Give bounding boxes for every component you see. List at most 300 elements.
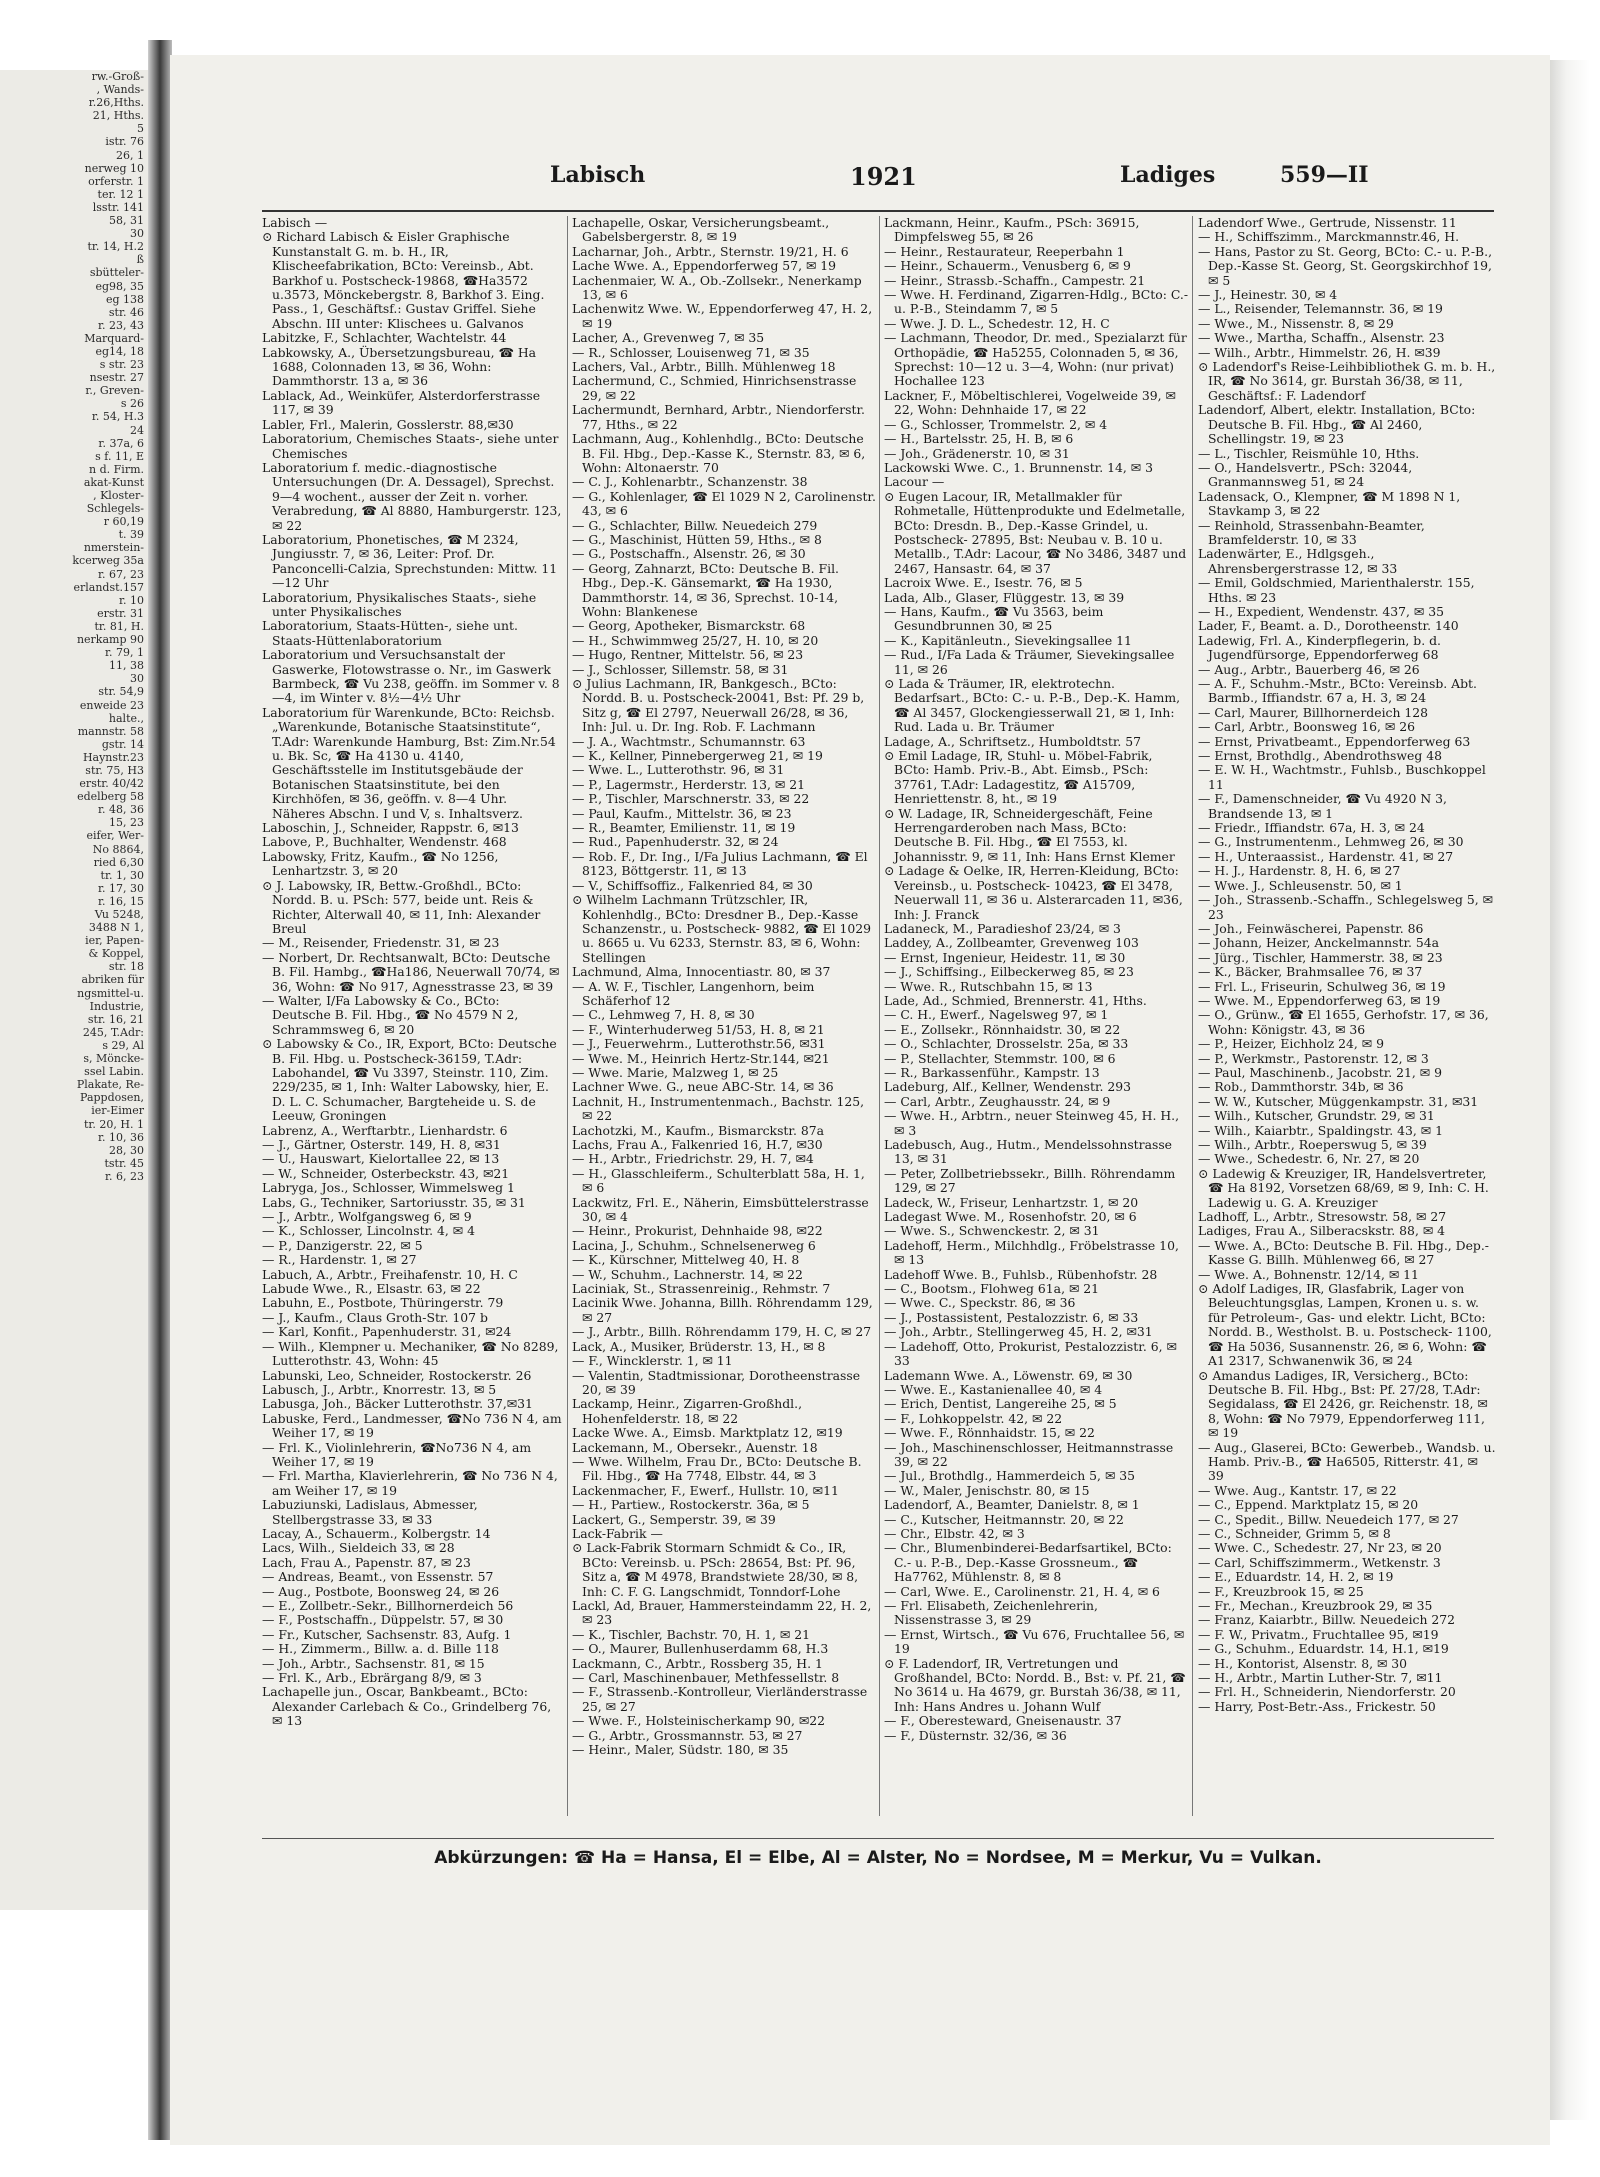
directory-entry: — C., Eppend. Marktplatz 15, ✉ 20 <box>1198 1497 1419 1513</box>
directory-entry: — Paul, Kaufm., Mittelstr. 36, ✉ 23 <box>572 805 792 821</box>
directory-entry: — Friedr., Iffiandstr. 67a, H. 3, ✉ 24 <box>1198 820 1425 836</box>
directory-entry: — J., Heinestr. 30, ✉ 4 <box>1198 287 1338 303</box>
directory-entry: — P., Danzigerstr. 22, ✉ 5 <box>262 1237 423 1253</box>
directory-entry: Lada, Alb., Glaser, Flüggestr. 13, ✉ 39 <box>884 589 1125 605</box>
directory-entry: — Wwe. J., Schleusenstr. 50, ✉ 1 <box>1198 877 1403 893</box>
directory-entry: — Rob. F., Dr. Ing., I/Fa Julius Lachmann, ☎ El 8123, Böttgerstr. 11, ✉ 13 <box>572 848 868 879</box>
directory-entry: — Wilh., Kaiarbtr., Spaldingstr. 43, ✉ 1 <box>1198 1122 1443 1138</box>
directory-entry: — H., Arbtr., Martin Luther-Str. 7, ✉11 <box>1198 1670 1443 1686</box>
directory-entry: — Georg, Zahnarzt, BCto: Deutsche B. Fil. Hbg., Dep.-K. Gänsemarkt, ☎ Ha 1930, Dammthorstr. 14, ✉ 36, Sprechst. 10-14, Wohn: Blankenese <box>572 560 839 619</box>
header-last-entry: Ladiges <box>1120 162 1216 188</box>
facing-page-line: ß <box>136 253 144 267</box>
directory-entry: — G., Schlachter, Billw. Neuedeich 279 <box>572 517 818 533</box>
directory-entry: — J., Arbtr., Billh. Röhrendamm 179, H. C, ✉ 27 <box>572 1324 872 1340</box>
facing-page-line: tr. 81, H. <box>94 619 144 633</box>
directory-entry: — G., Schlosser, Trommelstr. 2, ✉ 4 <box>884 416 1108 432</box>
directory-entry: — P., Werkmstr., Pastorenstr. 12, ✉ 3 <box>1198 1050 1429 1066</box>
directory-entry: Ladaneck, M., Paradieshof 23/24, ✉ 3 <box>884 920 1121 936</box>
column-3 <box>884 216 1188 1826</box>
facing-page-line: ssel Labin. <box>84 1065 144 1079</box>
directory-entry: — P., Tischler, Marschnerstr. 33, ✉ 22 <box>572 791 810 807</box>
directory-entry: — Heinr., Restaurateur, Reeperbahn 1 <box>884 243 1125 259</box>
facing-page-line: r 60,19 <box>103 515 144 529</box>
directory-entry: — Aug., Arbtr., Bauerberg 46, ✉ 26 <box>1198 661 1420 677</box>
directory-entry: ⊙ Ladewig & Kreuziger, IR, Handelsvertreter, ☎ Ha 8192, Vorsetzen 68/69, ✉ 9, Inh: C. H. Ladewig u. G. A. Kreuziger <box>1198 1165 1489 1210</box>
directory-entry: — Wilh., Kutscher, Grundstr. 29, ✉ 31 <box>1198 1108 1435 1124</box>
directory-entry: — Carl, Maschinenbauer, Methfessellstr. 8 <box>572 1670 840 1686</box>
directory-entry: Labkowsky, A., Übersetzungsbureau, ☎ Ha 1688, Colonnaden 13, ✉ 36, Wohn: Dammthorstr. 13 a, ✉ 36 <box>262 344 537 389</box>
directory-entry: — Jürg., Tischler, Hammerstr. 38, ✉ 23 <box>1198 949 1443 965</box>
facing-page-line: 26, 1 <box>116 148 144 162</box>
directory-entry: Lachmund, Alma, Innocentiastr. 80, ✉ 37 <box>572 964 831 980</box>
directory-entry: — Joh., Strassenb.-Schaffn., Schlegelsweg 5, ✉ 23 <box>1198 892 1494 922</box>
directory-entry: — G., Maschinist, Hütten 59, Hths., ✉ 8 <box>572 531 822 547</box>
facing-page-line: 58, 31 <box>109 214 144 228</box>
directory-entry: Laboratorium und Versuchsanstalt der Gaswerke, Flotowstrasse o. Nr., im Gaswerk Barmbeck, ☎ Vu 238, geöffn. im Sommer v. 8—4, im Winter v. 8½—4½ Uhr <box>262 647 560 706</box>
directory-entry: Lachapelle jun., Oscar, Bankbeamt., BCto: Alexander Carlebach & Co., Grindelberg 76, ✉ 13 <box>262 1684 552 1729</box>
directory-entry: — G., Instrumentenm., Lehmweg 26, ✉ 30 <box>1198 834 1464 850</box>
directory-entry: — C. J., Kohlenarbtr., Schanzenstr. 38 <box>572 474 808 490</box>
directory-entry: — Wwe. R., Rutschbahn 15, ✉ 13 <box>884 978 1093 994</box>
facing-page-line: r. 67, 23 <box>97 567 144 581</box>
facing-page-line: akat-Kunst <box>83 475 144 489</box>
facing-page-line: Vu 5248, <box>94 908 144 921</box>
directory-entry: — Norbert, Dr. Rechtsanwalt, BCto: Deutsche B. Fil. Hambg., ☎Ha186, Neuerwall 70/74, ✉ 36, Wohn: ☎ No 917, Agnesstrasse 23, ✉ 39 <box>262 949 560 994</box>
directory-entry: — C., Bootsm., Flohweg 61a, ✉ 21 <box>884 1281 1100 1297</box>
previous-page-fragment <box>0 70 148 1910</box>
directory-entry: Lacher, A., Grevenweg 7, ✉ 35 <box>572 330 765 346</box>
facing-page-line: 15, 23 <box>109 816 144 830</box>
directory-entry: Lackowski Wwe. C., 1. Brunnenstr. 14, ✉ 3 <box>884 459 1153 475</box>
directory-entry: — Aug., Glaserei, BCto: Gewerbeb., Wandsb. u. Hamb. Priv.-B., ☎ Ha6505, Ritterstr. 41, ✉ 39 <box>1198 1439 1496 1484</box>
directory-entry: — Fr., Mechan., Kreuzbrook 29, ✉ 35 <box>1198 1598 1433 1613</box>
facing-page-line: & Koppel, <box>88 947 144 961</box>
facing-page-line: r. 10 <box>118 593 144 607</box>
directory-entry: — Ernst, Brothdlg., Abendrothsweg 48 <box>1198 748 1442 764</box>
facing-page-line: erlandst.157 <box>73 580 144 594</box>
footer-rule <box>262 1838 1494 1839</box>
directory-entry: Lacina, J., Schuhm., Schnelsenerweg 6 <box>572 1237 816 1253</box>
directory-entry: — V., Schiffsoffiz., Falkenried 84, ✉ 30 <box>572 877 813 893</box>
directory-entry: — Frl. Elisabeth, Zeichenlehrerin, Nissenstrasse 3, ✉ 29 <box>884 1598 1098 1628</box>
facing-page-line: str. 54,9 <box>98 685 144 699</box>
directory-entry: — Franz, Kaiarbtr., Billw. Neuedeich 272 <box>1198 1612 1456 1628</box>
directory-entry: — G., Schuhm., Eduardstr. 14, H.1, ✉19 <box>1198 1641 1449 1657</box>
facing-page-line: rw.-Groß- <box>91 70 144 83</box>
directory-entry: — Erich, Dentist, Langereihe 25, ✉ 5 <box>884 1396 1117 1412</box>
directory-entry: — F., Wincklerstr. 1, ✉ 11 <box>572 1353 733 1369</box>
facing-page-line: r. 6, 23 <box>104 1169 144 1183</box>
facing-page-line: nerkamp 90 <box>76 633 144 647</box>
directory-entry: Labusch, J., Arbtr., Knorrestr. 13, ✉ 5 <box>262 1381 497 1397</box>
directory-entry: — K., Schlosser, Lincolnstr. 4, ✉ 4 <box>262 1223 475 1239</box>
directory-entry: Laboratorium, Phonetisches, ☎ M 2324, Jungiusstr. 7, ✉ 36, Leiter: Prof. Dr. Panconcelli-Calzia, Sprechstunden: Mittw. 11—12 Uhr <box>262 531 558 591</box>
directory-entry: — K., Kellner, Pinnebergerweg 21, ✉ 19 <box>572 748 823 764</box>
directory-entry: — G., Kohlenlager, ☎ El 1029 N 2, Carolinenstr. 43, ✉ 6 <box>572 488 876 519</box>
directory-entry: ⊙ Ladendorf's Reise-Leihbibliothek G. m. b. H., IR, ☎ No 3614, gr. Burstah 36/38, ✉ 11, Geschäftsf.: F. Ladendorf <box>1198 359 1496 403</box>
directory-entry: Lachnit, H., Instrumentenmach., Bachstr. 125, ✉ 22 <box>572 1093 865 1124</box>
directory-entry: — Wilh., Arbtr., Roeperswug 5, ✉ 39 <box>1198 1137 1427 1152</box>
directory-entry: — O., Grünw., ☎ El 1655, Gerhofstr. 17, ✉ 36, Wohn: Königstr. 43, ✉ 36 <box>1198 1007 1489 1037</box>
directory-entry: Lachermund, C., Schmied, Hinrichsenstrasse 29, ✉ 22 <box>572 373 857 403</box>
directory-entry: — K., Bäcker, Brahmsallee 76, ✉ 37 <box>1198 964 1423 980</box>
directory-entry: — Carl, Arbtr., Zeughausstr. 24, ✉ 9 <box>884 1093 1111 1109</box>
directory-entry: Lackenmacher, F., Ewerf., Hullstr. 10, ✉11 <box>572 1482 839 1498</box>
header-rule <box>262 210 1494 212</box>
directory-entry: — J., Schiffsing., Eilbeckerweg 85, ✉ 23 <box>884 964 1134 980</box>
directory-entry: Ladendorf, A., Beamter, Danielstr. 8, ✉ 1 <box>884 1497 1140 1513</box>
directory-entry: — Fr., Kutscher, Sachsenstr. 83, Aufg. 1 <box>262 1626 512 1642</box>
directory-entry: Labuhn, E., Postbote, Thüringerstr. 79 <box>262 1295 504 1311</box>
facing-page-line: edelberg 58 <box>77 790 144 804</box>
directory-entry: — R., Schlosser, Louisenweg 71, ✉ 35 <box>572 344 810 360</box>
directory-entry: ⊙ Adolf Ladiges, IR, Glasfabrik, Lager von Beleuchtungsglas, Lampen, Kronen u. s. w. für Petroleum-, Gas- und elektr. Licht, BCto: Nordd. B., Westholst. B. u. Postscheck- 1100, ☎ Ha 5036, Susannenstr. 26, ✉ 6, Wohn: ☎ A1 2317, Schwanenwik 36, ✉ 24 <box>1198 1281 1492 1369</box>
facing-page-line: ier-Eimer <box>91 1104 144 1118</box>
directory-entry: Lacharnar, Joh., Arbtr., Sternstr. 19/21, H. 6 <box>572 243 849 259</box>
directory-entry: — E. W. H., Wachtmstr., Fuhlsb., Buschkoppel 11 <box>1198 762 1486 792</box>
directory-entry: — Ernst, Wirtsch., ☎ Vu 676, Fruchtallee 56, ✉ 19 <box>884 1626 1185 1657</box>
directory-entry: — L., Reisender, Telemannstr. 36, ✉ 19 <box>1198 301 1443 317</box>
directory-entry: — K., Tischler, Bachstr. 70, H. 1, ✉ 21 <box>572 1626 811 1642</box>
facing-page-line: r.26,Hths. <box>88 96 144 110</box>
directory-entry: Ladebusch, Aug., Hutm., Mendelssohnstrasse 13, ✉ 31 <box>884 1137 1173 1167</box>
facing-page-line: ngsmittel-u. <box>77 986 144 1000</box>
column-2 <box>572 216 876 1826</box>
facing-page-line: r., Greven- <box>85 384 144 398</box>
directory-entry: Lacke Wwe. A., Eimsb. Marktplatz 12, ✉19 <box>572 1425 843 1441</box>
directory-entry: — E., Eduardstr. 14, H. 2, ✉ 19 <box>1198 1569 1394 1585</box>
directory-entry: Lackwitz, Frl. E., Näherin, Eimsbüttelerstrasse 30, ✉ 4 <box>572 1194 869 1225</box>
directory-entry: — O., Schlachter, Drosselstr. 25a, ✉ 33 <box>884 1036 1129 1052</box>
directory-entry: — Wilh., Arbtr., Himmelstr. 26, H. ✉39 <box>1198 344 1441 360</box>
directory-entry: — Peter, Zollbetriebssekr., Billh. Röhrendamm 129, ✉ 27 <box>884 1165 1176 1196</box>
directory-entry: — H., Glasschleiferm., Schulterblatt 58a, H. 1, ✉ 6 <box>572 1165 865 1196</box>
facing-page-line: nmerstein- <box>83 541 144 555</box>
facing-page-line: 245, T.Adr: <box>82 1025 144 1039</box>
directory-entry: Lablack, Ad., Weinküfer, Alsterdorferstrasse 117, ✉ 39 <box>262 387 541 418</box>
page-header <box>220 162 1520 196</box>
facing-page-line: 21, Hths. <box>92 109 144 123</box>
directory-entry: Lacinik Wwe. Johanna, Billh. Röhrendamm 129, ✉ 27 <box>572 1295 873 1325</box>
directory-entry: Lacroix Wwe. E., Isestr. 76, ✉ 5 <box>884 575 1083 591</box>
facing-page-line: , Kloster- <box>93 489 144 502</box>
directory-entry: — Joh., Arbtr., Stellingerweg 45, H. 2, ✉31 <box>884 1324 1153 1340</box>
directory-entry: — Carl, Wwe. E., Carolinenstr. 21, H. 4, ✉ 6 <box>884 1583 1160 1599</box>
directory-entry: Ladehoff Wwe. B., Fuhlsb., Rübenhofstr. 28 <box>884 1266 1158 1282</box>
directory-entry: — F., Strassenb.-Kontrolleur, Vierländerstrasse 25, ✉ 27 <box>572 1684 868 1714</box>
directory-entry: — Frl. K., Violinlehrerin, ☎No736 N 4, am Weiher 17, ✉ 19 <box>262 1439 532 1469</box>
facing-page-line: eifer, Wer- <box>86 829 144 843</box>
directory-entry: Laboratorium für Warenkunde, BCto: Reichsb. „Warenkunde, Botanische Staatsinstitute“, T.Adr: Warenkunde Hamburg, Bst: Zim.Nr.54 u. Bk. Sc, ☎ Ha 4130 u. 4140, Geschäftsstelle im Institutsgebäude der Botanischen Staatsinstitute, bei den Kirchhöfen, ✉ 36, geöffn. v. 8—4 Uhr. Näheres Abschn. I und V, s. Inhaltsverz. <box>262 704 556 821</box>
column-rule <box>1192 216 1193 1816</box>
facing-page-line: 11, 38 <box>109 659 144 673</box>
directory-entry: — Wwe., Martha, Schaffn., Alsenstr. 23 <box>1198 330 1445 346</box>
directory-entry: — Carl, Schiffszimmerm., Wetkenstr. 3 <box>1198 1554 1441 1570</box>
directory-entry: — H., Zimmerm., Billw. a. d. Bille 118 <box>262 1641 499 1657</box>
directory-entry: — Rud., Papenhuderstr. 32, ✉ 24 <box>572 834 779 850</box>
directory-entry: — Frl. L., Friseurin, Schulweg 36, ✉ 19 <box>1198 978 1446 994</box>
directory-entry: — C. H., Ewerf., Nagelsweg 97, ✉ 1 <box>884 1007 1109 1023</box>
directory-entry: — W., Schneider, Osterbeckstr. 43, ✉21 <box>262 1165 510 1181</box>
directory-entry: Lachenmaier, W. A., Ob.-Zollsekr., Nenerkamp 13, ✉ 6 <box>572 272 862 303</box>
facing-page-line: nsestr. 27 <box>89 371 144 385</box>
directory-entry: — F. W., Privatm., Fruchtallee 95, ✉19 <box>1198 1626 1439 1642</box>
directory-entry: — Andreas, Beamt., von Essenstr. 57 <box>262 1569 494 1585</box>
directory-entry: — Rob., Dammthorstr. 34b, ✉ 36 <box>1198 1079 1404 1095</box>
directory-entry: — Heinr., Maler, Südstr. 180, ✉ 35 <box>572 1742 789 1758</box>
directory-entry: — C., Kutscher, Heitmannstr. 20, ✉ 22 <box>884 1511 1124 1527</box>
directory-entry: — Wwe. J. D. L., Schedestr. 12, H. C <box>884 315 1110 331</box>
directory-entry: — P., Stellachter, Stemmstr. 100, ✉ 6 <box>884 1050 1116 1066</box>
directory-entry: Laboschin, J., Schneider, Rappstr. 6, ✉13 <box>262 820 519 836</box>
directory-entry: — F., Winterhuderweg 51/53, H. 8, ✉ 21 <box>572 1021 825 1037</box>
directory-entry: Lacs, Wilh., Sieldeich 33, ✉ 28 <box>262 1540 455 1556</box>
directory-entry: Lachenwitz Wwe. W., Eppendorferweg 47, H. 2, ✉ 19 <box>572 301 873 331</box>
directory-entry: — R., Barkassenführ., Kampstr. 13 <box>884 1064 1100 1080</box>
facing-page-line: n d. Firm. <box>89 462 144 476</box>
directory-entry: — H. J., Hardenstr. 8, H. 6, ✉ 27 <box>1198 863 1401 879</box>
directory-entry: Laboratorium, Staats-Hütten-, siehe unt. Staats-Hüttenlaboratorium <box>262 618 518 648</box>
directory-entry: ⊙ Emil Ladage, IR, Stuhl- u. Möbel-Fabrik, BCto: Hamb. Priv.-B., Abt. Eimsb., PSch: 37761, T.Adr: Ladagestitz, ☎ A15709, Henriettenstr. 8, ht., ✉ 19 <box>884 748 1153 807</box>
facing-page-line: Haynstr.23 <box>82 750 144 764</box>
directory-entry: Labuske, Ferd., Landmesser, ☎No 736 N 4, am Weiher 17, ✉ 19 <box>262 1410 562 1441</box>
directory-entry: — E., Zollbetr.-Sekr., Billhornerdeich 56 <box>262 1598 514 1613</box>
column-1 <box>262 216 562 1826</box>
directory-entry: ⊙ Wilhelm Lachmann Trützschler, IR, Kohlenhdlg., BCto: Dresdner B., Dep.-Kasse Schanzenstr., u. Postscheck- 9882, ☎ El 1029 u. 8665 u. Vu 6233, Sternstr. 83, ✉ 6, Wohn: Stellingen <box>572 892 872 965</box>
facing-page-line: r. 54, H.3 <box>91 410 144 424</box>
directory-entry: — Joh., Grädenerstr. 10, ✉ 31 <box>884 445 1070 461</box>
directory-entry: — Ernst, Privatbeamt., Eppendorferweg 63 <box>1198 733 1471 749</box>
directory-entry: — Ladehoff, Otto, Prokurist, Pestalozzistr. 6, ✉ 33 <box>884 1338 1177 1369</box>
directory-entry: — Hugo, Rentner, Mittelstr. 56, ✉ 23 <box>572 647 804 663</box>
directory-entry: — F., Damenschneider, ☎ Vu 4920 N 3, Brandsende 13, ✉ 1 <box>1198 791 1447 821</box>
directory-entry: ⊙ Labowsky & Co., IR, Export, BCto: Deutsche B. Fil. Hbg. u. Postscheck-36159, T.Adr: Labohandel, ☎ Vu 3397, Steinstr. 110, Zim. 229/235, ✉ 1, Inh: Walter Labowsky, hier, E. D. L. C. Schumacher, Bargteheide u. S. de Leeuw, Groningen <box>262 1036 557 1124</box>
directory-entry: — H., Arbtr., Friedrichstr. 29, H. 7, ✉4 <box>572 1151 814 1167</box>
directory-entry: — A. F., Schuhm.-Mstr., BCto: Vereinsb. Abt. Barmb., Iffiandstr. 67 a, H. 3, ✉ 24 <box>1198 676 1477 706</box>
directory-entry: Labuziunski, Ladislaus, Abmesser, Stellbergstrasse 33, ✉ 33 <box>262 1497 478 1527</box>
directory-entry: ⊙ Richard Labisch & Eisler Graphische Kunstanstalt G. m. b. H., IR, Klischeefabrikation, BCto: Vereinsb., Abt. Barkhof u. Postscheck-19868, ☎Ha3572 u.3573, Mönckebergstr. 8, Barkhof 3. Eing. Pass., 1, Geschäftsf.: Gustav Griffel. Siehe Abschn. III unter: Klischees u. Galvanos <box>262 229 545 331</box>
directory-entry: — E., Zollsekr., Rönnhaidstr. 30, ✉ 22 <box>884 1021 1121 1037</box>
directory-entry: — Frl. K., Arb., Ebrärgang 8/9, ✉ 3 <box>262 1670 482 1686</box>
facing-page-line: r. 48, 36 <box>97 803 144 817</box>
facing-page-line: orferstr. 1 <box>88 174 144 188</box>
directory-entry: — Carl, Maurer, Billhornerdeich 128 <box>1198 704 1429 720</box>
directory-entry: — Wwe., Schedestr. 6, Nr. 27, ✉ 20 <box>1198 1151 1420 1167</box>
directory-entry: — Frl. Martha, Klavierlehrerin, ☎ No 736 N 4, am Weiher 17, ✉ 19 <box>262 1468 558 1498</box>
facing-page-line: s, Möncke- <box>83 1052 144 1066</box>
directory-entry: — Heinr., Schauerm., Venusberg 6, ✉ 9 <box>884 258 1131 274</box>
directory-entry: ⊙ W. Ladage, IR, Schneidergeschäft, Feine Herrengarderoben nach Mass, BCto: Deutsche B. Fil. Hbg., ☎ El 7553, kl. Johannisstr. 9, ✉ 11, Inh: Hans Ernst Klemer <box>884 805 1175 864</box>
directory-entry: Labove, P., Buchhalter, Wendenstr. 468 <box>262 834 507 850</box>
facing-page-line: enweide 23 <box>79 698 144 712</box>
facing-page-line: Schlegels- <box>86 502 144 516</box>
directory-entry: — Jul., Brothdlg., Hammerdeich 5, ✉ 35 <box>884 1468 1136 1484</box>
directory-entry: Ladage, A., Schriftsetz., Humboldtstr. 57 <box>884 733 1142 749</box>
directory-entry: Labs, G., Techniker, Sartoriusstr. 35, ✉ 31 <box>262 1194 526 1210</box>
header-page-number: 559—II <box>1280 162 1369 188</box>
column-4 <box>1198 216 1496 1826</box>
directory-entry: Ladegast Wwe. M., Rosenhofstr. 20, ✉ 6 <box>884 1209 1137 1225</box>
directory-entry: ⊙ Lada & Träumer, IR, elektrotechn. Bedarfsart., BCto: C.- u. P.-B., Dep.-K. Hamm, ☎ Al 3457, Glockengiesserwall 21, ✉ 1, Inh: Rud. Lada u. Br. Träumer <box>884 676 1181 735</box>
facing-page-line: tstr. 45 <box>104 1156 144 1170</box>
directory-entry: Ladendorf Wwe., Gertrude, Nissenstr. 11 <box>1198 216 1457 230</box>
directory-entry: — G., Postschaffn., Alsenstr. 26, ✉ 30 <box>572 546 806 562</box>
facing-page-line: r. 10, 36 <box>97 1130 144 1144</box>
directory-entry: — H., Partiew., Rostockerstr. 36a, ✉ 5 <box>572 1497 810 1513</box>
facing-page-line: tr. 1, 30 <box>100 868 144 882</box>
directory-entry: Labisch — <box>262 216 328 230</box>
facing-page-line: t. 39 <box>118 528 144 542</box>
directory-entry: Lachapelle, Oskar, Versicherungsbeamt., Gabelsbergerstr. 8, ✉ 19 <box>572 216 830 245</box>
directory-entry: — K., Kapitänleutn., Sievekingsallee 11 <box>884 632 1132 648</box>
facing-page-line: str. 75, H3 <box>85 763 144 777</box>
directory-entry: — Chr., Blumenbinderei-Bedarfsartikel, BCto: C.- u. P.-B., Dep.-Kasse Grossneum., ☎ Ha7762, Mühlenstr. 8, ✉ 8 <box>884 1540 1172 1585</box>
facing-page-line: mannstr. 58 <box>77 724 144 738</box>
directory-entry: — H., Bartelsstr. 25, H. B, ✉ 6 <box>884 431 1074 447</box>
directory-entry: — J., Schlosser, Sillemstr. 58, ✉ 31 <box>572 661 789 677</box>
facing-page-line: gstr. 14 <box>101 737 144 751</box>
directory-entry: — J., Postassistent, Pestalozzistr. 6, ✉ 33 <box>884 1309 1139 1325</box>
directory-entry: — Joh., Arbtr., Sachsenstr. 81, ✉ 15 <box>262 1655 485 1671</box>
directory-entry: Laboratorium, Physikalisches Staats-, siehe unter Physikalisches <box>262 589 537 619</box>
facing-page-line: sbütteler- <box>89 266 144 280</box>
directory-entry: Labitzke, F., Schlachter, Wachtelstr. 44 <box>262 330 507 346</box>
facing-page-line: abriken für <box>81 973 144 987</box>
directory-entry: — U., Hauswart, Kielortallee 22, ✉ 13 <box>262 1151 500 1167</box>
directory-entry: Laboratorium, Chemisches Staats-, siehe unter Chemisches <box>262 431 559 461</box>
facing-page-line: 30 <box>130 227 144 241</box>
directory-entry: — H., Schwimmweg 25/27, H. 10, ✉ 20 <box>572 632 819 648</box>
facing-page-line: 28, 30 <box>109 1143 144 1157</box>
directory-entry: — A. W. F., Tischler, Langenhorn, beim Schäferhof 12 <box>572 978 815 1008</box>
directory-entry: — J., Kaufm., Claus Groth-Str. 107 b <box>262 1309 488 1325</box>
directory-entry: — Hans, Pastor zu St. Georg, BCto: C.- u. P.-B., Dep.-Kasse St. Georg, St. Georgskirchhof 19, ✉ 5 <box>1198 243 1493 288</box>
directory-entry: Ladiges, Frau A., Silberacskstr. 88, ✉ 4 <box>1198 1223 1446 1239</box>
directory-entry: — H., Unteraassist., Hardenstr. 41, ✉ 27 <box>1198 848 1454 864</box>
facing-page-line: ried 6,30 <box>93 855 144 869</box>
directory-entry: — Wwe. F., Holsteinischerkamp 90, ✉22 <box>572 1713 826 1729</box>
directory-entry: — Reinhold, Strassenbahn-Beamter, Bramfelderstr. 10, ✉ 33 <box>1198 517 1425 547</box>
directory-entry: — J. A., Wachtmstr., Schumannstr. 63 <box>572 733 806 749</box>
directory-entry: — H., Schiffszimm., Marckmannstr.46, H. <box>1198 229 1460 245</box>
directory-entry: — O., Maurer, Bullenhuserdamm 68, H.3 <box>572 1641 829 1657</box>
facing-page-line: Plakate, Re- <box>76 1078 144 1092</box>
directory-entry: — P., Heizer, Eichholz 24, ✉ 9 <box>1198 1036 1385 1052</box>
directory-entry: — Carl, Arbtr., Boonsweg 16, ✉ 26 <box>1198 719 1416 735</box>
directory-entry: — Karl, Konfit., Papenhuderstr. 31, ✉24 <box>262 1324 512 1340</box>
directory-entry: Lackamp, Heinr., Zigarren-Großhdl., Hohenfelderstr. 18, ✉ 22 <box>572 1396 803 1426</box>
directory-entry: — M., Reisender, Friedenstr. 31, ✉ 23 <box>262 935 500 951</box>
directory-entry: — Wwe., M., Nissenstr. 8, ✉ 29 <box>1198 315 1394 331</box>
facing-page-line: ier, Papen- <box>85 934 144 948</box>
facing-page-line: No 8864, <box>92 842 144 856</box>
directory-entry: — Wwe. E., Kastanienallee 40, ✉ 4 <box>884 1381 1103 1397</box>
directory-entry: — Heinr., Prokurist, Dehnhaide 98, ✉22 <box>572 1223 823 1239</box>
directory-entry: Laddey, A., Zollbeamter, Grevenweg 103 <box>884 935 1139 951</box>
header-first-entry: Labisch <box>550 162 646 188</box>
directory-entry: — Emil, Goldschmied, Marienthalerstr. 155, Hths. ✉ 23 <box>1198 575 1475 605</box>
directory-entry: Ladeck, W., Friseur, Lenhartzstr. 1, ✉ 20 <box>884 1194 1139 1210</box>
facing-page-line: s 26 <box>120 397 144 411</box>
directory-entry: — Wwe. F., Rönnhaidstr. 15, ✉ 22 <box>884 1425 1095 1441</box>
directory-entry: — Wwe. M., Eppendorferweg 63, ✉ 19 <box>1198 992 1441 1008</box>
facing-page-line: 24 <box>130 423 144 437</box>
directory-entry: Labunski, Leo, Schneider, Rostockerstr. 26 <box>262 1367 532 1383</box>
directory-entry: Ladensack, O., Klempner, ☎ M 1898 N 1, Stavkamp 3, ✉ 22 <box>1198 488 1461 519</box>
facing-page-line: tr. 14, H.2 <box>87 240 144 254</box>
directory-entry: Laboratorium f. medic.-diagnostische Untersuchungen (Dr. A. Dessagel), Sprechst. 9—4 wochent., ausser der Zeit n. vorher. Verabredung, ☎ Al 8880, Hamburgerstr. 123, ✉ 22 <box>262 459 562 533</box>
directory-entry: Lackemann, M., Obersekr., Auenstr. 18 <box>572 1439 818 1455</box>
facing-page-line: eg14, 18 <box>95 344 144 358</box>
directory-entry: Lade, Ad., Schmied, Brennerstr. 41, Hths. <box>884 992 1147 1008</box>
facing-page-line: s str. 23 <box>99 358 144 372</box>
directory-entry: — K., Kürschner, Mittelweg 40, H. 8 <box>572 1252 800 1268</box>
directory-entry: Lachner Wwe. G., neue ABC-Str. 14, ✉ 36 <box>572 1079 834 1095</box>
directory-entry: — Walter, I/Fa Labowsky & Co., BCto: Deutsche B. Fil. Hbg., ☎ No 4579 N 2, Schrammsweg 6, ✉ 20 <box>262 992 519 1037</box>
directory-entry: Lach, Frau A., Papenstr. 87, ✉ 23 <box>262 1554 471 1570</box>
directory-entry: — Lachmann, Theodor, Dr. med., Spezialarzt für Orthopädie, ☎ Ha5255, Colonnaden 5, ✉ 36, Sprechst: 10—12 u. 3—4, Wohn: (nur privat) Hochallee 123 <box>884 330 1187 389</box>
directory-entry: — Rud., I/Fa Lada & Träumer, Sievekingsallee 11, ✉ 26 <box>884 647 1175 677</box>
directory-entry: Lackmann, Heinr., Kaufm., PSch: 36915, Dimpfelsweg 55, ✉ 26 <box>884 216 1140 245</box>
directory-entry: — F., Oberesteward, Gneisenaustr. 37 <box>884 1713 1122 1729</box>
directory-entry: — Valentin, Stadtmissionar, Dorotheenstrasse 20, ✉ 39 <box>572 1367 861 1397</box>
facing-page-line: nerweg 10 <box>84 161 144 175</box>
facing-page-line: r. 16, 15 <box>97 894 144 908</box>
directory-entry: — H., Kontorist, Alsenstr. 8, ✉ 30 <box>1198 1655 1408 1671</box>
directory-entry: ⊙ Lack-Fabrik Stormarn Schmidt & Co., IR, BCto: Vereinsb. u. PSch: 28654, Bst: Pf. 96, Sitz a, ☎ M 4978, Brandstwiete 28/30, ✉ 8, Inh: C. F. G. Langschmidt, Tonndorf-Lohe <box>572 1540 859 1599</box>
directory-entry: ⊙ Julius Lachmann, IR, Bankgesch., BCto: Nordd. B. u. Postscheck-20041, Bst: Pf. 29 b, Sitz g, ☎ El 2797, Neuerwall 26/28, ✉ 36, Inh: Jul. u. Dr. Ing. Rob. F. Lachmann <box>572 676 865 735</box>
directory-entry: ⊙ F. Ladendorf, IR, Vertretungen und Großhandel, BCto: Nordd. B., Bst: v. Pf. 21, ☎ No 3614 u. Ha 4679, gr. Burstah 36/38, ✉ 11, Inh: Hans Andres u. Johann Wulf <box>884 1655 1186 1714</box>
directory-entry: Lacour — <box>884 474 945 490</box>
directory-entry: — F., Lohkoppelstr. 42, ✉ 22 <box>884 1410 1063 1426</box>
directory-entry: — H., Expedient, Wendenstr. 437, ✉ 35 <box>1198 603 1444 619</box>
facing-page-line: erstr. 40/42 <box>79 777 144 791</box>
directory-entry: — Aug., Postbote, Boonsweg 24, ✉ 26 <box>262 1583 500 1599</box>
directory-entry: Lackert, G., Semperstr. 39, ✉ 39 <box>572 1511 776 1527</box>
directory-entry: — J., Arbtr., Wolfgangsweg 6, ✉ 9 <box>262 1209 472 1225</box>
directory-entry: Ladeburg, Alf., Kellner, Wendenstr. 293 <box>884 1079 1132 1095</box>
facing-page-line: Industrie, <box>89 999 144 1013</box>
facing-page-line: eg98, 35 <box>95 279 144 293</box>
directory-entry: — Wwe. A., Bohnenstr. 12/14, ✉ 11 <box>1198 1266 1419 1282</box>
directory-entry: — Chr., Elbstr. 42, ✉ 3 <box>884 1525 1025 1541</box>
directory-entry: ⊙ Eugen Lacour, IR, Metallmakler für Rohmetalle, Hüttenprodukte und Edelmetalle, BCto: Dresdn. B., Dep.-Kasse Grindel, u. Postscheck- 27895, Bst: Neubau v. B. 10 u. Metallb., T.Adr: Lacour, ☎ No 3486, 3487 und 2467, Hansastr. 64, ✉ 37 <box>884 488 1187 576</box>
directory-entry: Lack, A., Musiker, Brüderstr. 13, H., ✉ 8 <box>572 1338 826 1354</box>
directory-entry: Ladendorf, Albert, elektr. Installation, BCto: Deutsche B. Fil. Hbg., ☎ Al 2460, Schellingstr. 19, ✉ 23 <box>1198 402 1476 447</box>
facing-page-line: 5 <box>137 122 144 136</box>
header-year: 1921 <box>850 162 917 191</box>
directory-entry: — R., Hardenstr. 1, ✉ 27 <box>262 1252 417 1268</box>
facing-page-line: Marquard- <box>84 331 144 345</box>
directory-entry: — J., Feuerwehrm., Lutterothstr.56, ✉31 <box>572 1036 826 1052</box>
facing-page-line: 3488 N 1, <box>88 921 144 935</box>
directory-entry: — C., Spedit., Billw. Neuedeich 177, ✉ 27 <box>1198 1511 1459 1527</box>
facing-page-line: tr. 20, H. 1 <box>83 1117 144 1131</box>
directory-entry: — Ernst, Ingenieur, Heidestr. 11, ✉ 30 <box>884 949 1126 965</box>
directory-entry: — Wwe. H. Ferdinand, Zigarren-Hdlg., BCto: C.- u. P.-B., Steindamm 7, ✉ 5 <box>884 287 1188 317</box>
directory-entry: — Wwe. Marie, Malzweg 1, ✉ 25 <box>572 1064 779 1080</box>
directory-entry: — Wilh., Klempner u. Mechaniker, ☎ No 8289, Lutterothstr. 43, Wohn: 45 <box>262 1338 559 1369</box>
directory-entry: Labryga, Jos., Schlosser, Wimmelsweg 1 <box>262 1180 515 1196</box>
directory-entry: Labude Wwe., R., Elsastr. 63, ✉ 22 <box>262 1281 481 1297</box>
directory-entry: — Wwe. Wilhelm, Frau Dr., BCto: Deutsche B. Fil. Hbg., ☎ Ha 7748, Elbstr. 44, ✉ 3 <box>572 1453 862 1484</box>
directory-entry: — Johann, Heizer, Anckelmannstr. 54a <box>1198 935 1440 951</box>
directory-entry: Laciniak, St., Strassenreinig., Rehmstr. 7 <box>572 1281 831 1297</box>
directory-entry: — P., Lagermstr., Herderstr. 13, ✉ 21 <box>572 776 805 792</box>
facing-page-line: istr. 76 <box>105 135 144 149</box>
directory-entry: Lachermundt, Bernhard, Arbtr., Niendorferstr. 77, Hths., ✉ 22 <box>572 402 865 432</box>
directory-entry: — R., Beamter, Emilienstr. 11, ✉ 19 <box>572 820 796 836</box>
